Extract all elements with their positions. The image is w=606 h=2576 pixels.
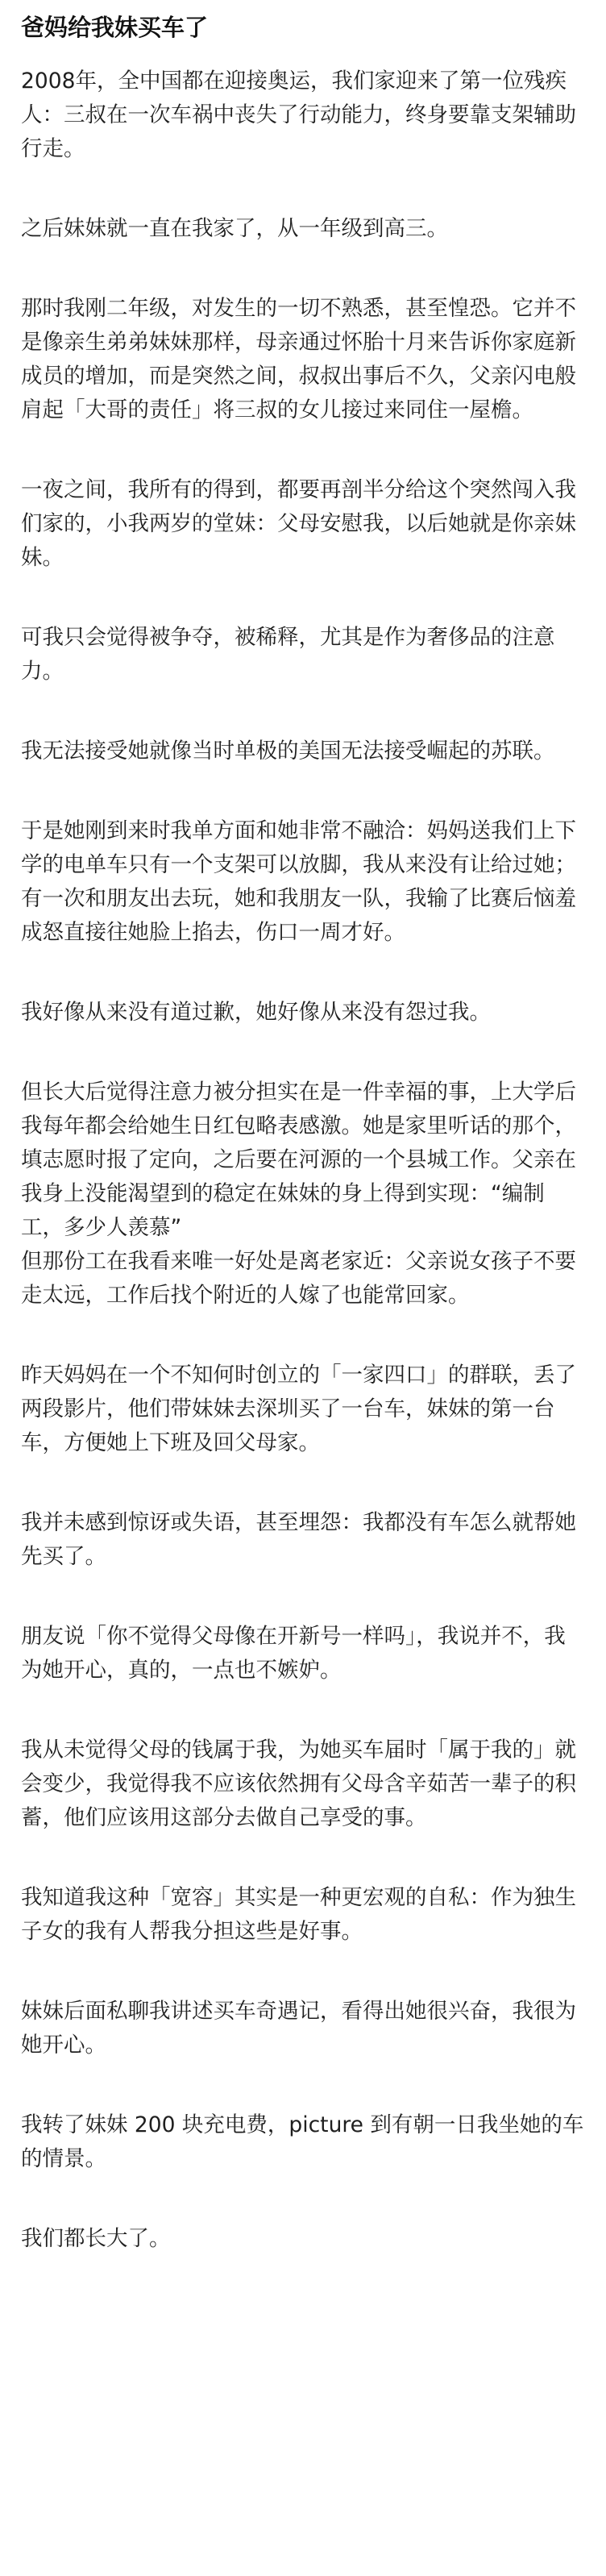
post-paragraph: 我好像从来没有道过歉，她好像从来没有怨过我。 (21, 1000, 491, 1025)
post-paragraph: 一夜之间，我所有的得到，都要再剖半分给这个突然闯入我们家的，小我两岁的堂妹：父母安慰我，以后她就是你亲妹妹。 (21, 477, 576, 570)
post-paragraph: 朋友说「你不觉得父母像在开新号一样吗」，我说并不，我为她开心，真的，一点也不嫉妒。 (21, 1624, 566, 1683)
post-paragraph: 我知道我这种「宽容」其实是一种更宏观的自私：作为独生子女的我有人帮我分担这些是好事。 (21, 1885, 576, 1944)
post-paragraph: 可我只会觉得被争夺，被稀释，尤其是作为奢侈品的注意力。 (21, 625, 555, 684)
post-paragraph: 于是她刚到来时我单方面和她非常不融洽：妈妈送我们上下学的电单车只有一个支架可以放脚，我从来没有让给过她；有一次和朋友出去玩，她和我朋友一队，我输了比赛后恼羞成怒直接往她脸上掐去，伤口一周才好。 (21, 818, 576, 945)
post-body (21, 65, 585, 2256)
post-paragraph: 之后妹妹就一直在我家了，从一年级到高三。 (21, 216, 448, 241)
post-paragraph: 我从未觉得父母的钱属于我，为她买车届时「属于我的」就会变少，我觉得我不应该依然拥有父母含辛茹苦一辈子的积蓄，他们应该用这部分去做自己享受的事。 (21, 1737, 576, 1830)
post-paragraph: 但长大后觉得注意力被分担实在是一件幸福的事，上大学后我每年都会给她生日红包略表感激。她是家里听话的那个，填志愿时报了定向，之后要在河源的一个县城工作。父亲在我身上没能渴望到的稳定在妹妹的身上得到实现：“编制工，多少人羡慕” (21, 1080, 576, 1240)
post-paragraph: 妹妹后面私聊我讲述买车奇遇记，看得出她很兴奋，我很为她开心。 (21, 1999, 576, 2058)
post-paragraph: 2008年，全中国都在迎接奥运，我们家迎来了第一位残疾人：三叔在一次车祸中丧失了行动能力，终身要靠支架辅助行走。 (21, 69, 576, 161)
post-paragraph: 我们都长大了。 (21, 2226, 171, 2251)
post-paragraph: 但那份工在我看来唯一好处是离老家近：父亲说女孩子不要走太远，工作后找个附近的人嫁了也能常回家。 (21, 1249, 576, 1308)
post-paragraph: 我并未感到惊讶或失语，甚至埋怨：我都没有车怎么就帮她先买了。 (21, 1510, 576, 1569)
post-paragraph: 那时我刚二年级，对发生的一切不熟悉，甚至惶恐。它并不是像亲生弟弟妹妹那样，母亲通过怀胎十月来告诉你家庭新成员的增加，而是突然之间，叔叔出事后不久，父亲闪电般肩起「大哥的责任」将三叔的女儿接过来同住一屋檐。 (21, 296, 576, 422)
post-paragraph: 我转了妹妹 200 块充电费，picture 到有朝一日我坐她的车的情景。 (21, 2112, 584, 2171)
post-paragraph: 昨天妈妈在一个不知何时创立的「一家四口」的群联，丢了两段影片，他们带妹妹去深圳买了一台车，妹妹的第一台车，方便她上下班及回父母家。 (21, 1363, 576, 1455)
post-paragraph: 我无法接受她就像当时单极的美国无法接受崛起的苏联。 (21, 739, 555, 764)
post-title: 爸妈给我妹买车了 (21, 14, 209, 41)
